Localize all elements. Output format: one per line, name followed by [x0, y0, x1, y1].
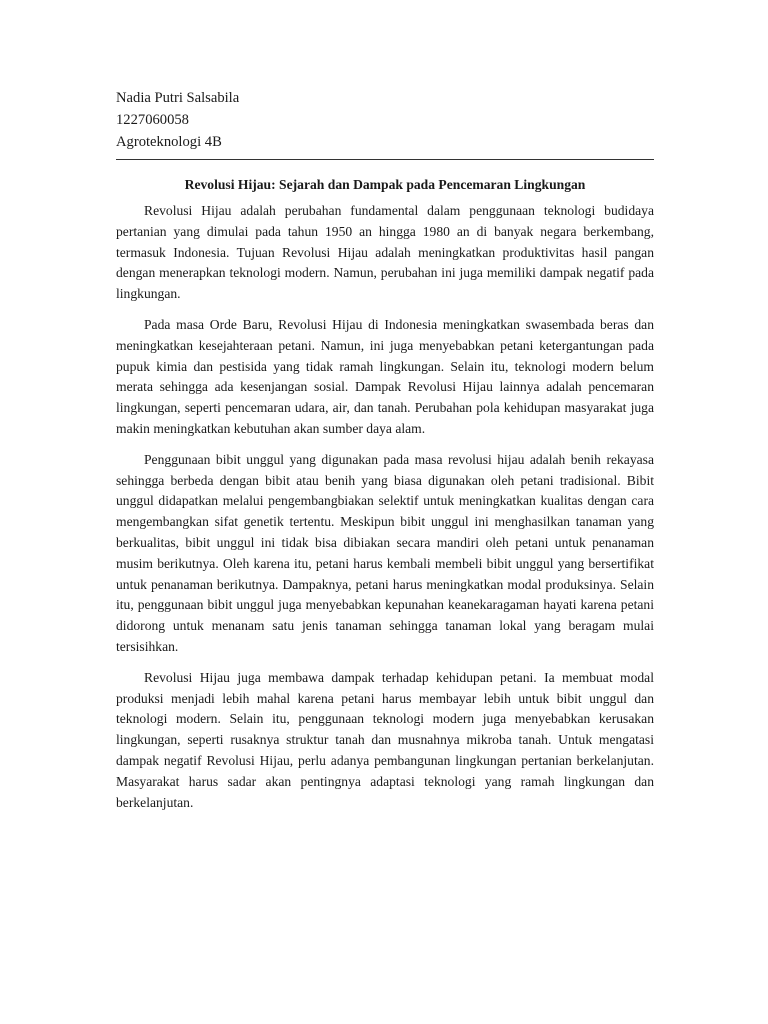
- body-paragraph: Revolusi Hijau juga membawa dampak terhadap kehidupan petani. Ia membuat modal produksi menjadi lebih mahal karena petani harus membayar lebih untuk bibit unggul dan teknologi modern. Selain itu, penggunaan teknologi modern juga menyebabkan kerusakan lingkungan, seperti rusaknya struktur tanah dan musnahnya mikroba tanah. Untuk mengatasi dampak negatif Revolusi Hijau, perlu adanya pembangunan lingkungan pertanian berkelanjutan. Masyarakat harus sadar akan pentingnya adaptasi teknologi yang ramah lingkungan dan berkelanjutan.: [116, 669, 654, 810]
- body-paragraph: Pada masa Orde Baru, Revolusi Hijau di Indonesia meningkatkan swasembada beras dan meningkatkan kesejahteraan petani. Namun, ini juga menyebabkan petani ketergantungan pada pupuk kimia dan pestisida yang tidak ramah lingkungan. Selain itu, teknologi modern belum merata sehingga ada kesenjangan sosial. Dampak Revolusi Hijau lainnya adalah pencemaran lingkungan, seperti pencemaran udara, air, dan tanah. Perubahan pola kehidupan masyarakat juga makin meningkatkan kebutuhan akan sumber daya alam.: [116, 316, 654, 436]
- header-divider: [116, 159, 654, 160]
- author-name: Nadia Putri Salsabila: [116, 90, 240, 106]
- student-id: 1227060058: [116, 112, 189, 128]
- body-paragraph: Penggunaan bibit unggul yang digunakan pada masa revolusi hijau adalah benih rekayasa sehingga berbeda dengan bibit atau benih yang biasa digunakan oleh petani tradisional. Bibit unggul didapatkan melalui pengembangbiakan selektif untuk meningkatkan kualitas dengan cara mengembangkan sifat genetik tertentu. Meskipun bibit unggul ini menghasilkan tanaman yang berkualitas, bibit unggul ini tidak bisa dibiakan secara mandiri oleh petani untuk penanaman musim berikutnya. Oleh karena itu, petani harus kembali membeli bibit unggul yang bersertifikat untuk penanaman berikutnya. Dampaknya, petani harus meningkatkan modal produksinya. Selain itu, penggunaan bibit unggul juga menyebabkan kepunahan keanekaragaman hayati karena petani didorong untuk menanam satu jenis tanaman sehingga tanaman lokal yang beragam mulai tersisihkan.: [116, 451, 654, 654]
- body-paragraph: Revolusi Hijau adalah perubahan fundamental dalam penggunaan teknologi budidaya pertanian yang dimulai pada tahun 1950 an hingga 1980 an di banyak negara berkembang, termasuk Indonesia. Tujuan Revolusi Hijau adalah meningkatkan produktivitas hasil pangan dengan menerapkan teknologi modern. Namun, perubahan ini juga memiliki dampak negatif pada lingkungan.: [116, 203, 654, 302]
- document-page: [116, 87, 654, 813]
- document-title: Revolusi Hijau: Sejarah dan Dampak pada Pencemaran Lingkungan: [184, 177, 586, 192]
- study-program: Agroteknologi 4B: [116, 134, 222, 150]
- author-header: [116, 87, 654, 153]
